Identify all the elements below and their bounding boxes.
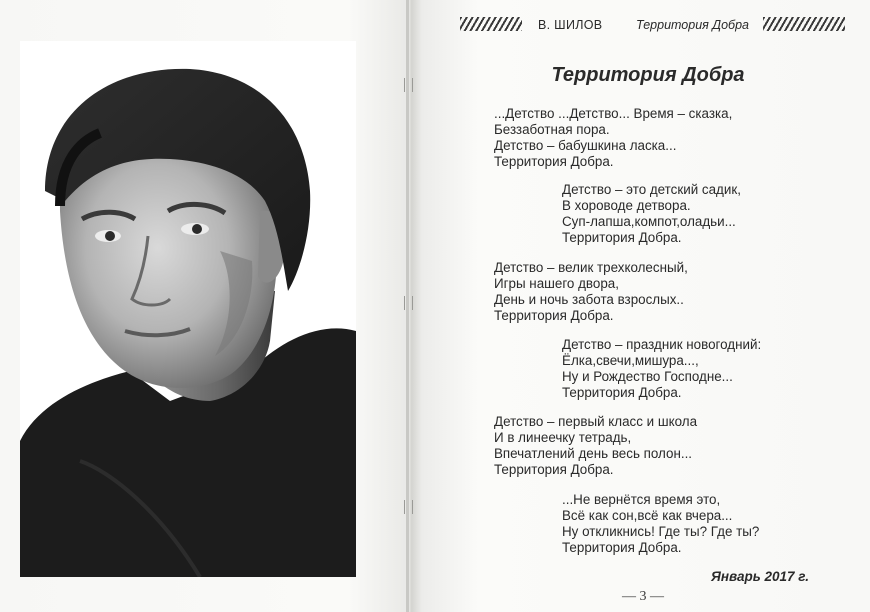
- poem-line: Детство – праздник новогодний:: [562, 337, 762, 352]
- page-header: [460, 14, 852, 38]
- binding-stitch: [404, 78, 413, 92]
- poem-line: Территория Добра.: [562, 385, 682, 400]
- poem-stanza: [562, 492, 759, 556]
- poem-line: Детство – это детский садик,: [562, 182, 741, 197]
- poem-line: Игры нашего двора,: [494, 276, 619, 291]
- poem-stanza: [562, 337, 761, 401]
- poem-line: Ну и Рождество Господне...: [562, 369, 733, 384]
- poem-line: Территория Добра.: [494, 154, 614, 169]
- header-hatch-decoration: [763, 17, 845, 31]
- binding-stitch: [404, 500, 413, 514]
- poem-line: И в линеечку тетрадь,: [494, 430, 632, 445]
- poem-line: Ну откликнись! Где ты? Где ты?: [562, 524, 760, 539]
- poem-line: День и ночь забота взрослых..: [494, 292, 684, 307]
- poem-title: Территория Добра: [551, 64, 745, 86]
- header-author: В. ШИЛОВ: [538, 18, 603, 32]
- poem-line: Территория Добра.: [562, 540, 682, 555]
- poem-stanza: [494, 414, 697, 478]
- poem-line: Беззаботная пора.: [494, 122, 610, 137]
- poem-line: Впечатлений день весь полон...: [494, 446, 693, 461]
- poem-stanza: [494, 106, 732, 170]
- poem-line: Территория Добра.: [562, 230, 682, 245]
- poem-line: Территория Добра.: [494, 462, 614, 477]
- header-running-title: Территория Добра: [636, 18, 749, 32]
- poem-date: Январь 2017 г.: [711, 569, 810, 584]
- poem-line: Ёлка,свечи,мишура...,: [562, 353, 699, 368]
- page-number: — 3 —: [622, 589, 664, 604]
- binding-stitch: [404, 296, 413, 310]
- poem-line: Территория Добра.: [494, 308, 614, 323]
- poem-line: Суп-лапша,компот,оладьи...: [562, 214, 736, 229]
- poem-line: Детство – бабушкина ласка...: [494, 138, 677, 153]
- poem-line: ...Детство ...Детство... Время – сказка,: [494, 106, 733, 121]
- poem-line: Детство – велик трехколесный,: [494, 260, 688, 275]
- header-hatch-decoration: [460, 17, 522, 31]
- poem-line: Всё как сон,всё как вчера...: [562, 508, 733, 523]
- poem-line: Детство – первый класс и школа: [494, 414, 698, 429]
- poem-line: ...Не вернётся время это,: [562, 492, 721, 507]
- author-portrait-photo: [20, 41, 356, 577]
- poem-line: В хороводе детвора.: [562, 198, 691, 213]
- poem-stanza: [562, 182, 741, 246]
- poem-stanza: [494, 260, 688, 324]
